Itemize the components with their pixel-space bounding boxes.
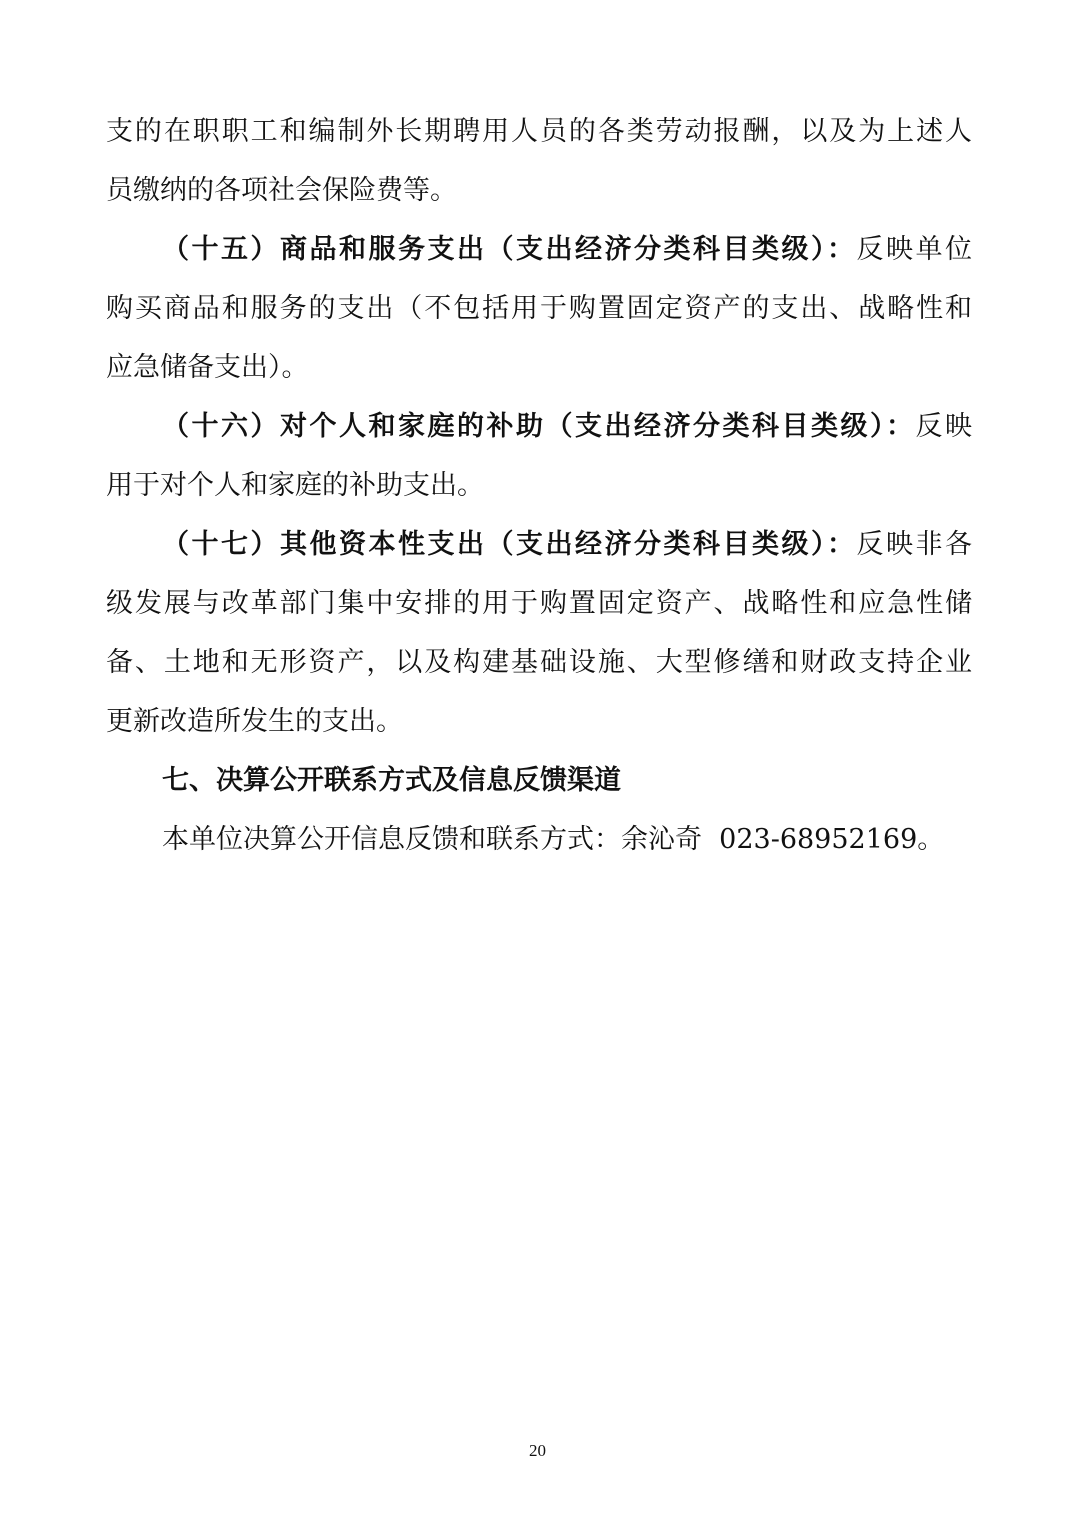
item-heading: （十七）其他资本性支出（支出经济分类科目类级）：: [162, 529, 857, 560]
section-heading: 七、决算公开联系方式及信息反馈渠道: [162, 765, 621, 796]
paragraph-text: 反映单位: [856, 234, 972, 265]
paragraph-line: 备、土地和无形资产，以及构建基础设施、大型修缮和财政支持企业: [106, 647, 972, 678]
paragraph-text: 反映非各: [856, 529, 972, 560]
paragraph-line: 更新改造所发生的支出。: [106, 706, 403, 737]
paragraph-text: 反映: [915, 411, 972, 442]
paragraph-line: 应急储备支出）。: [106, 352, 309, 383]
paragraph-15-first-line: [162, 225, 972, 275]
page-number: 20: [529, 1441, 546, 1460]
paragraph-line: 支的在职职工和编制外长期聘用人员的各类劳动报酬，以及为上述人: [106, 116, 972, 147]
paragraph-line: 员缴纳的各项社会保险费等。: [106, 175, 457, 206]
item-heading: （十五）商品和服务支出（支出经济分类科目类级）：: [162, 234, 857, 265]
contact-info: 本单位决算公开信息反馈和联系方式：余沁奇 023-68952169。: [162, 824, 945, 855]
paragraph-16-first-line: [162, 402, 972, 452]
paragraph-17-first-line: [162, 520, 972, 570]
paragraph-line: 用于对个人和家庭的补助支出。: [106, 470, 484, 501]
item-heading: （十六）对个人和家庭的补助（支出经济分类科目类级）：: [162, 411, 916, 442]
paragraph-line: 购买商品和服务的支出（不包括用于购置固定资产的支出、战略性和: [106, 293, 972, 324]
paragraph-line: 级发展与改革部门集中安排的用于购置固定资产、战略性和应急性储: [106, 588, 972, 619]
